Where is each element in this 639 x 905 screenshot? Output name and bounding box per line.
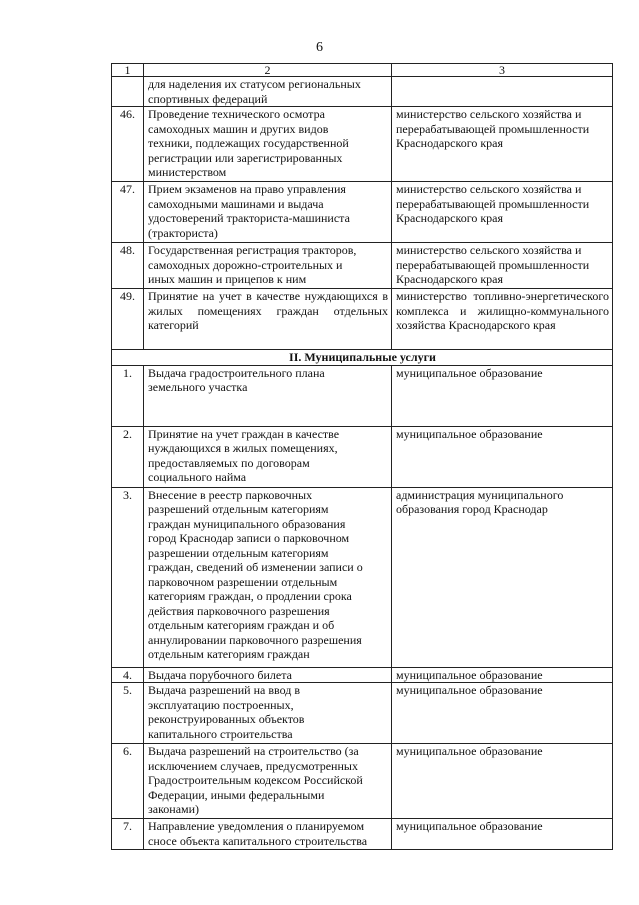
row-service — [144, 667, 392, 683]
row-service — [144, 182, 392, 243]
page-number: 6 — [316, 40, 323, 55]
authority-text: администрация муниципального образования город Краснодар — [396, 487, 564, 516]
service-text: Выдача разрешений на ввод в эксплуатацию построенных, реконструированных объектов капитального строительства — [148, 683, 305, 741]
row-authority — [392, 426, 613, 487]
row-number — [112, 77, 144, 107]
table-row — [112, 243, 613, 289]
authority-text: министерство сельского хозяйства и перерабатывающей промышленности Краснодарского края — [396, 243, 590, 286]
authority-text: муниципальное образование — [396, 819, 543, 833]
column-header-service: 2 — [144, 64, 392, 77]
row-authority — [392, 487, 613, 667]
authority-text: министерство сельского хозяйства и перерабатывающей промышленности Краснодарского края — [396, 182, 590, 225]
authority-text: муниципальное образование — [396, 683, 543, 697]
authority-text: министерство топливно-энергетического комплекса и жилищно-коммунального хозяйства Краснодарского края — [396, 289, 609, 332]
service-text: Принятие на учет в качестве нуждающихся в жилых помещениях граждан отдельных категорий — [148, 289, 388, 332]
table-row — [112, 744, 613, 819]
row-number: 49. — [112, 289, 144, 350]
service-text: для наделения их статусом региональных спортивных федераций — [148, 77, 361, 106]
table-row — [112, 819, 613, 850]
row-service — [144, 744, 392, 819]
row-number: 2. — [112, 426, 144, 487]
authority-text: муниципальное образование — [396, 365, 543, 380]
table-row — [112, 667, 613, 683]
service-text: Выдача порубочного билета — [148, 667, 292, 682]
authority-text: министерство сельского хозяйства и перерабатывающей промышленности Краснодарского края — [396, 107, 590, 150]
table-row — [112, 289, 613, 350]
section-title: II. Муниципальные услуги — [112, 350, 613, 366]
row-number: 6. — [112, 744, 144, 819]
table-row — [112, 426, 613, 487]
row-number: 47. — [112, 182, 144, 243]
authority-text: муниципальное образование — [396, 667, 543, 682]
authority-text: муниципальное образование — [396, 426, 543, 441]
section-row — [112, 350, 613, 366]
row-authority — [392, 667, 613, 683]
row-number: 5. — [112, 683, 144, 744]
row-authority — [392, 289, 613, 350]
service-text: Принятие на учет граждан в качестве нуждающихся в жилых помещениях, предоставляемых по договорам социального найма — [148, 426, 340, 484]
service-text: Направление уведомления о планируемом сносе объекта капитального строительства — [148, 819, 368, 848]
row-service — [144, 426, 392, 487]
column-header-authority: 3 — [392, 64, 613, 77]
row-authority — [392, 243, 613, 289]
row-authority — [392, 744, 613, 819]
table-row — [112, 487, 613, 667]
table-row — [112, 365, 613, 426]
table-header — [112, 64, 613, 77]
row-authority — [392, 107, 613, 182]
table-row — [112, 683, 613, 744]
row-number: 48. — [112, 243, 144, 289]
row-number: 1. — [112, 365, 144, 426]
services-table — [111, 63, 613, 850]
row-authority — [392, 819, 613, 850]
row-service — [144, 289, 392, 350]
row-number: 46. — [112, 107, 144, 182]
table-row — [112, 107, 613, 182]
row-service — [144, 683, 392, 744]
row-service — [144, 365, 392, 426]
row-authority — [392, 683, 613, 744]
row-service — [144, 487, 392, 667]
column-header-number: 1 — [112, 64, 144, 77]
authority-text: муниципальное образование — [396, 744, 543, 758]
service-text: Государственная регистрация тракторов, самоходных дорожно-строительных и иных машин и прицепов к ним — [148, 243, 357, 286]
row-service — [144, 243, 392, 289]
row-authority — [392, 365, 613, 426]
row-authority — [392, 182, 613, 243]
row-authority — [392, 77, 613, 107]
row-number: 3. — [112, 487, 144, 667]
service-text: Проведение технического осмотра самоходных машин и других видов техники, подлежащих государственной регистрации или зарегистрированных министерством — [148, 107, 349, 179]
service-text: Внесение в реестр парковочных разрешений отдельным категориям граждан муниципального образования город Краснодар записи о парковочном разрешении отдельным категориям граждан, сведений об изменении записи о парковочном разрешении отдельным категориям граждан, о продлении срока действия парковочного разрешения отдельным категориям граждан и об аннулировании парковочного разрешения отдельным категориям граждан — [148, 487, 363, 661]
row-service — [144, 107, 392, 182]
service-text: Прием экзаменов на право управления самоходными машинами и выдача удостоверений тракториста-машиниста (тракториста) — [148, 182, 350, 240]
row-number: 4. — [112, 667, 144, 683]
table-row — [112, 182, 613, 243]
row-service — [144, 77, 392, 107]
service-text: Выдача градостроительного плана земельного участка — [148, 365, 325, 394]
service-text: Выдача разрешений на строительство (за исключением случаев, предусмотренных Градостроительным кодексом Российской Федерации, иными федеральными законами) — [148, 744, 363, 816]
row-number: 7. — [112, 819, 144, 850]
table-row — [112, 77, 613, 107]
row-service — [144, 819, 392, 850]
